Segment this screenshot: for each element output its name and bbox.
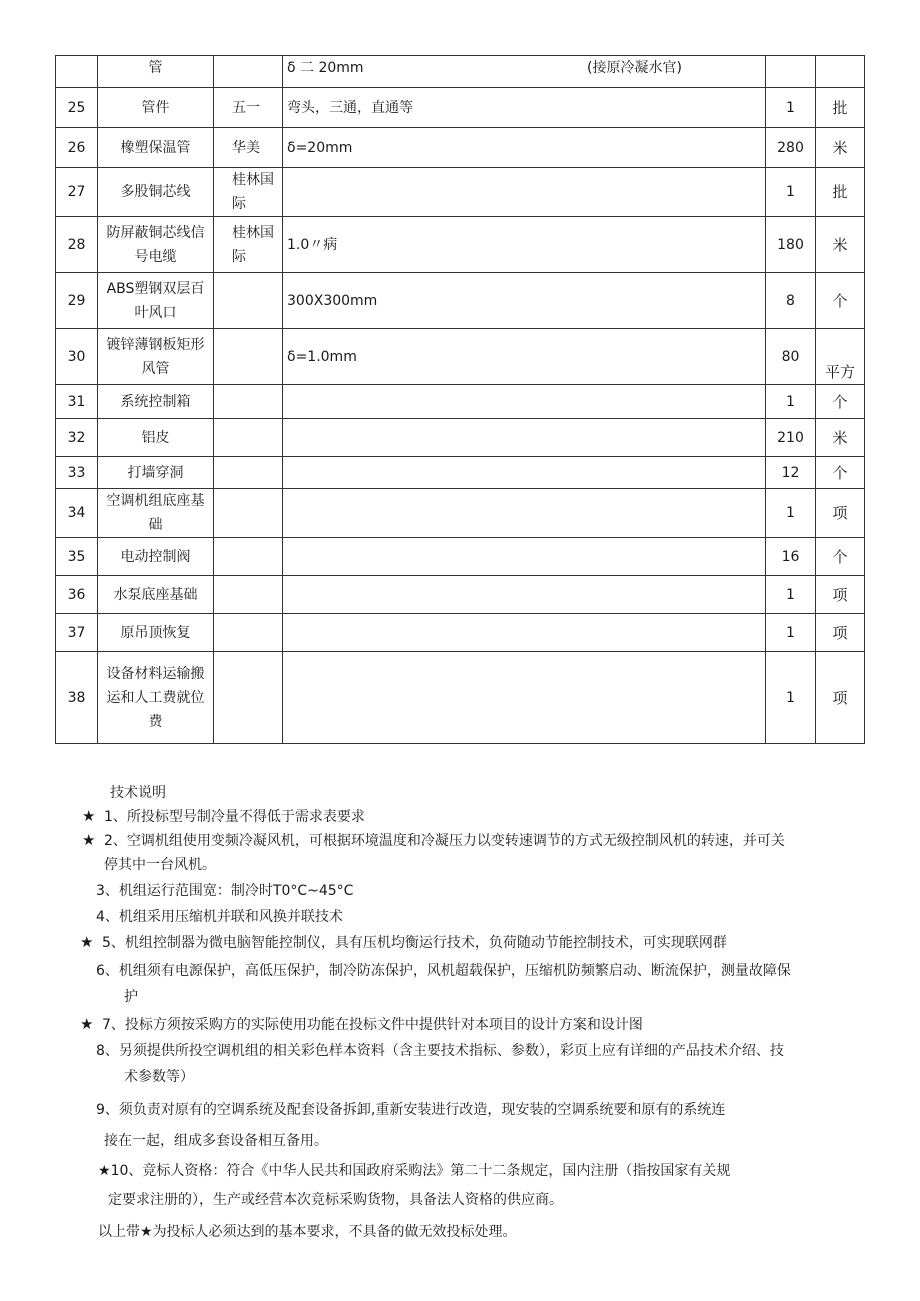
item-quantity: 8 [766,273,816,329]
tech-item-7: ★ 7、投标方须按采购方的实际使用功能在投标文件中提供针对本项目的设计方案和设计图 [80,1015,643,1033]
row-number: 35 [56,538,98,576]
tech-item-8-cont: 术参数等） [124,1069,194,1085]
item-brand: 桂林国际 [214,217,283,273]
table-row [56,489,865,538]
item-unit: 批 [816,88,865,128]
item-brand: 桂林国际 [214,168,283,217]
tech-item-5: ★ 5、机组控制器为微电脑智能控制仪，具有压机均衡运行技术，负荷随动节能控制技术，可实现联网群 [80,933,727,951]
item-name: 橡塑保温管 [98,128,214,168]
star-icon: ★ [98,1163,111,1179]
item-name: 多股铜芯线 [98,168,214,217]
item-name: 原吊顶恢复 [98,614,214,652]
row-number: 30 [56,329,98,385]
item-name: 电动控制阀 [98,538,214,576]
item-unit [816,56,865,88]
row-number: 34 [56,489,98,538]
item-brand [214,457,283,489]
item-brand [214,489,283,538]
row-number: 32 [56,419,98,457]
item-quantity: 1 [766,614,816,652]
tech-title: 技术说明 [110,785,166,801]
tech-item-10: ★10、竞标人资格：符合《中华人民共和国政府采购法》第二十二条规定，国内注册（指按国家有关规 [98,1163,731,1179]
item-quantity: 280 [766,128,816,168]
item-quantity: 1 [766,88,816,128]
tech-item-6: 6、机组须有电源保护，高低压保护，制冷防冻保护，风机超载保护，压缩机防频繁启动、断流保护，测量故障保 [96,963,791,979]
table-row [56,88,865,128]
item-unit: 项 [816,614,865,652]
item-quantity: 80 [766,329,816,385]
star-icon: ★ [140,1224,153,1240]
item-unit: 个 [816,457,865,489]
row-number: 27 [56,168,98,217]
item-unit: 项 [816,489,865,538]
item-spec: 弯头，三通，直通等 [283,88,766,128]
materials-table [55,55,865,744]
item-spec: δ 二 20mm (接原冷凝水官) [283,56,766,88]
item-name: 铝皮 [98,419,214,457]
item-unit: 米 [816,419,865,457]
tech-item-2-cont: 停其中一台风机。 [104,857,216,873]
item-brand [214,273,283,329]
item-name: 系统控制箱 [98,385,214,419]
table-row [56,538,865,576]
item-name: 镀锌薄钢板矩形风管 [98,329,214,385]
table-row [56,329,865,385]
tech-item-8: 8、另须提供所投空调机组的相关彩色样本资料（含主要技术指标、参数），彩页上应有详细的产品技术介绍、技 [96,1043,784,1059]
item-name: 管件 [98,88,214,128]
star-icon: ★ [80,1015,94,1033]
tech-item-9-cont: 接在一起，组成多套设备相互备用。 [104,1133,328,1149]
item-brand [214,614,283,652]
row-number: 36 [56,576,98,614]
table-row [56,385,865,419]
tech-item-6-cont: 护 [124,989,138,1005]
row-number: 26 [56,128,98,168]
table-row [56,652,865,744]
item-spec [283,576,766,614]
item-unit: 项 [816,652,865,744]
row-number: 37 [56,614,98,652]
table-row [56,56,865,88]
item-quantity [766,56,816,88]
tech-item-9: 9、须负责对原有的空调系统及配套设备拆卸,重新安装进行改造，现安装的空调系统要和原有的系统连 [96,1102,726,1118]
item-brand: 五一 [214,88,283,128]
item-spec [283,457,766,489]
item-spec: 1.0〃病 [283,217,766,273]
item-name: 防屏蔽铜芯线信号电缆 [98,217,214,273]
item-quantity: 180 [766,217,816,273]
item-brand [214,385,283,419]
item-brand [214,56,283,88]
item-quantity: 12 [766,457,816,489]
table-row [56,419,865,457]
table-row [56,614,865,652]
item-name: 管 [98,56,214,88]
item-name: 空调机组底座基础 [98,489,214,538]
item-quantity: 16 [766,538,816,576]
item-spec: δ=20mm [283,128,766,168]
item-unit: 个 [816,538,865,576]
row-number: 25 [56,88,98,128]
item-note: (接原冷凝水官) [587,60,682,76]
item-spec [283,614,766,652]
row-number: 33 [56,457,98,489]
star-icon: ★ [82,831,96,849]
tech-item-2: ★ 2、空调机组使用变频冷凝风机，可根据环境温度和冷凝压力以变转速调节的方式无级控制风机的转速，并可关 [82,831,785,849]
item-quantity: 1 [766,652,816,744]
item-spec [283,168,766,217]
item-quantity: 1 [766,489,816,538]
item-unit: 平方 [816,329,865,385]
item-quantity: 1 [766,168,816,217]
row-number: 31 [56,385,98,419]
item-name: ABS塑钢双层百叶风口 [98,273,214,329]
item-brand [214,652,283,744]
item-unit: 项 [816,576,865,614]
item-brand [214,329,283,385]
item-spec: δ=1.0mm [283,329,766,385]
item-quantity: 1 [766,576,816,614]
tech-item-1: ★ 1、所投标型号制冷量不得低于需求表要求 [82,807,365,825]
item-name: 设备材料运输搬运和人工费就位费 [98,652,214,744]
item-name: 水泵底座基础 [98,576,214,614]
item-unit: 个 [816,385,865,419]
row-number [56,56,98,88]
star-icon: ★ [80,933,94,951]
item-brand: 华美 [214,128,283,168]
item-spec [283,652,766,744]
row-number: 29 [56,273,98,329]
item-quantity: 1 [766,385,816,419]
item-unit: 个 [816,273,865,329]
table-row [56,217,865,273]
tech-item-3: 3、机组运行范围宽：制冷时T0°C~45°C [96,883,354,899]
item-unit: 米 [816,128,865,168]
item-brand [214,538,283,576]
materials-table-body [56,56,865,744]
tech-item-10-cont: 定要求注册的），生产或经营本次竞标采购货物，具备法人资格的供应商。 [108,1192,563,1208]
tech-footer: 以上带★为投标人必须达到的基本要求，不具备的做无效投标处理。 [98,1224,517,1240]
item-brand [214,576,283,614]
row-number: 28 [56,217,98,273]
item-spec [283,538,766,576]
table-row [56,576,865,614]
tech-item-4: 4、机组采用压缩机并联和风换并联技术 [96,909,343,925]
item-spec [283,385,766,419]
item-unit: 米 [816,217,865,273]
item-name: 打墙穿洞 [98,457,214,489]
star-icon: ★ [82,807,96,825]
table-row [56,273,865,329]
item-spec [283,489,766,538]
item-spec: 300X300mm [283,273,766,329]
table-row [56,457,865,489]
item-spec [283,419,766,457]
table-row [56,128,865,168]
item-brand [214,419,283,457]
item-quantity: 210 [766,419,816,457]
item-unit: 批 [816,168,865,217]
table-row [56,168,865,217]
row-number: 38 [56,652,98,744]
